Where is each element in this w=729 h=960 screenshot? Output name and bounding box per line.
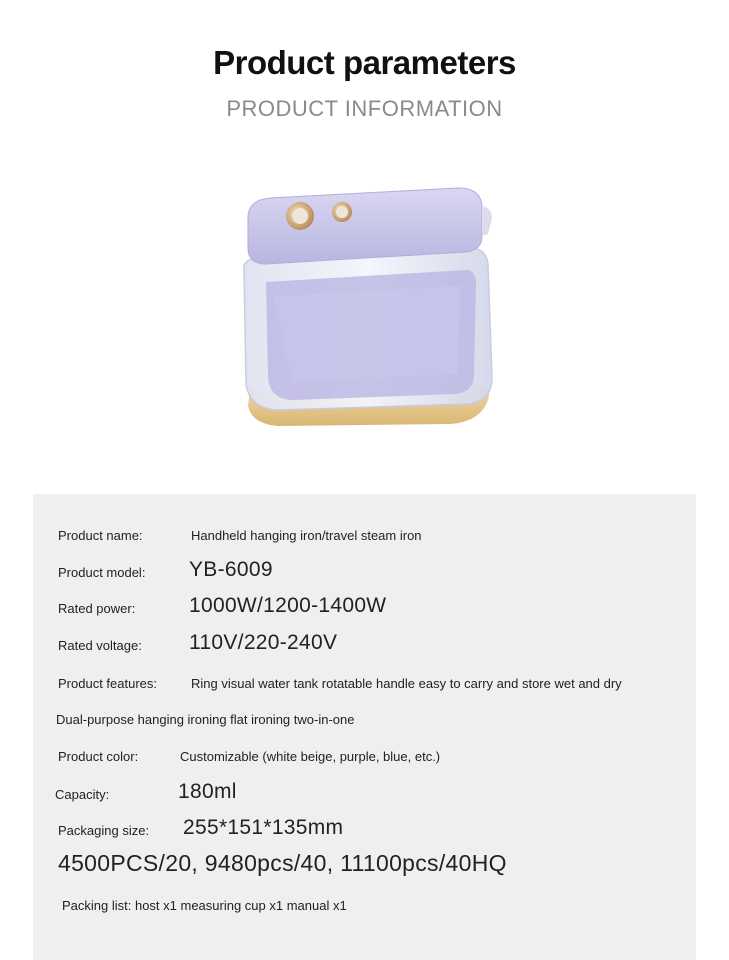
spec-label: Capacity:: [55, 787, 110, 802]
spec-value: Ring visual water tank rotatable handle easy to carry and store wet and dry: [191, 676, 622, 691]
spec-label: Product features:: [58, 676, 157, 691]
spec-value: 180ml: [178, 780, 237, 803]
spec-value: Handheld hanging iron/travel steam iron: [191, 528, 422, 543]
page-title: Product parameters: [213, 44, 516, 81]
spec-value: 110V/220-240V: [189, 631, 338, 654]
spec-label: Rated voltage:: [58, 638, 142, 653]
spec-label: Packaging size:: [58, 823, 150, 838]
spec-label: Rated power:: [58, 601, 136, 616]
steam-iron-icon: [230, 178, 510, 438]
spec-value: Dual-purpose hanging ironing flat ironing two-in-one: [56, 712, 355, 727]
spec-value: Packing list: host x1 measuring cup x1 manual x1: [62, 898, 347, 913]
spec-label: Product name:: [58, 528, 143, 543]
spec-value: 4500PCS/20, 9480pcs/40, 11100pcs/40HQ: [58, 850, 507, 876]
spec-value: 255*151*135mm: [183, 816, 344, 839]
page-subtitle: PRODUCT INFORMATION: [226, 96, 503, 121]
spec-value: YB-6009: [189, 558, 273, 581]
spec-label: Product color:: [58, 749, 139, 764]
spec-value: Customizable (white beige, purple, blue, etc.): [180, 749, 441, 764]
spec-panel: [33, 494, 696, 960]
spec-label: Product model:: [58, 565, 146, 580]
spec-value: 1000W/1200-1400W: [189, 594, 387, 617]
